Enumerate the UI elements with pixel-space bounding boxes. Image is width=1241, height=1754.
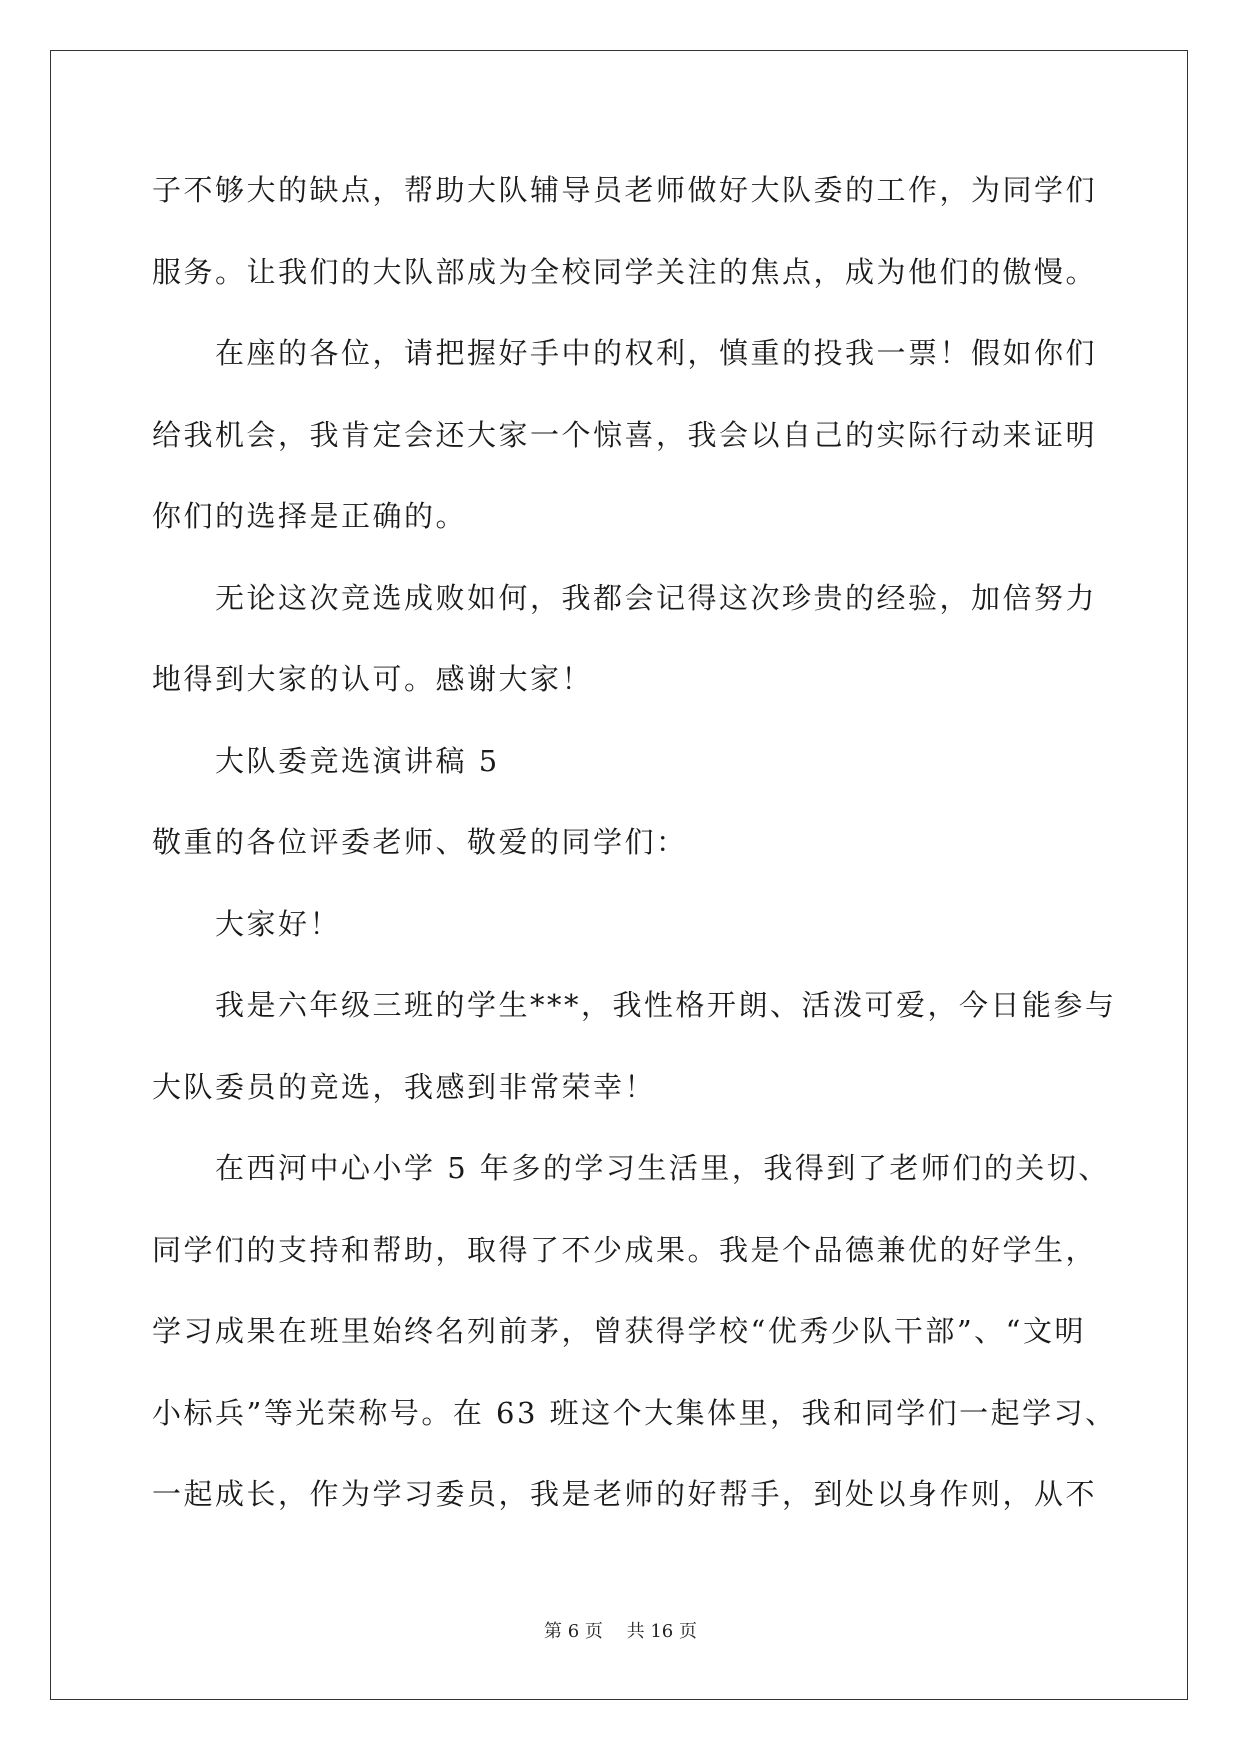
section-heading: 大队委竞选演讲稿 5 <box>152 744 500 778</box>
text-line-13: 在西河中心小学 5 年多的学习生活里，我得到了老师们的关切、 <box>152 1151 1110 1185</box>
text-line-3: 在座的各位，请把握好手中的权利，慎重的投我一票！假如你们 <box>152 336 1098 370</box>
page-border <box>50 50 1188 1700</box>
greeting: 大家好！ <box>152 907 342 941</box>
text-line-4: 给我机会，我肯定会还大家一个惊喜，我会以自己的实际行动来证明 <box>152 418 1098 452</box>
salutation: 敬重的各位评委老师、敬爱的同学们： <box>152 825 688 859</box>
text-line-7: 地得到大家的认可。感谢大家！ <box>152 662 594 696</box>
page-number-footer: 第 6 页 共 16 页 <box>544 1621 697 1642</box>
text-line-6: 无论这次竞选成败如何，我都会记得这次珍贵的经验，加倍努力 <box>152 581 1098 615</box>
text-line-16: 小标兵”等光荣称号。在 63 班这个大集体里，我和同学们一起学习、 <box>152 1396 1117 1430</box>
text-line-2: 服务。让我们的大队部成为全校同学关注的焦点，成为他们的傲慢。 <box>152 255 1098 289</box>
text-line-1: 子不够大的缺点，帮助大队辅导员老师做好大队委的工作，为同学们 <box>152 173 1098 207</box>
text-line-11: 我是六年级三班的学生***，我性格开朗、活泼可爱，今日能参与 <box>152 988 1117 1022</box>
text-line-5: 你们的选择是正确的。 <box>152 499 468 533</box>
text-line-15: 学习成果在班里始终名列前茅，曾获得学校“优秀少队干部”、“文明 <box>152 1314 1086 1348</box>
text-line-14: 同学们的支持和帮助，取得了不少成果。我是个品德兼优的好学生， <box>152 1233 1098 1267</box>
text-line-17: 一起成长，作为学习委员，我是老师的好帮手，到处以身作则，从不 <box>152 1477 1098 1511</box>
text-line-12: 大队委员的竞选，我感到非常荣幸！ <box>152 1070 657 1104</box>
